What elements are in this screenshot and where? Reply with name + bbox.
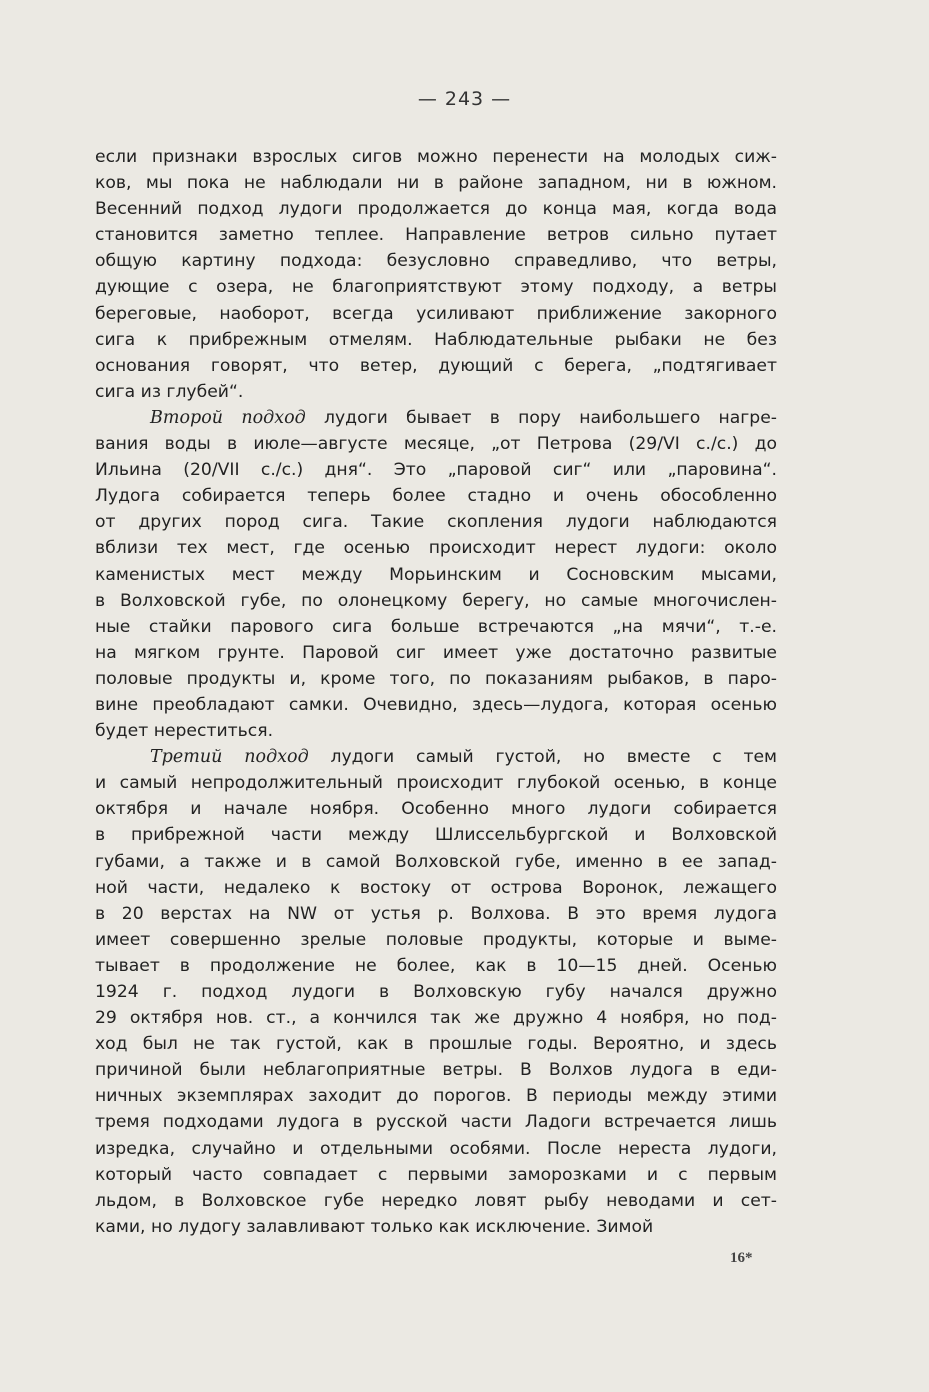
text-line: [95, 248, 777, 274]
line-text: октября и начале ноября. Особенно много лудоги собирается: [95, 799, 777, 820]
line-text: в прибрежной части между Шлиссельбургской и Волховской: [95, 825, 777, 846]
text-line: [95, 1109, 777, 1135]
body-text: [95, 144, 777, 1240]
text-line: [95, 379, 777, 405]
text-line: [95, 1188, 777, 1214]
text-line: [95, 509, 777, 535]
text-line: [95, 1136, 777, 1162]
line-text: становится заметно теплее. Направление ветров сильно путает: [95, 225, 777, 246]
line-text: причиной были неблагоприятные ветры. В Волхов лудога в еди-: [95, 1060, 777, 1081]
line-text: дующие с озера, не благоприятствуют этому подходу, а ветры: [95, 277, 777, 298]
line-text: ками, но лудогу залавливают только как исключение. Зимой: [95, 1216, 654, 1237]
line-text: ход был не так густой, как в прошлые годы. Вероятно, и здесь: [95, 1034, 777, 1055]
text-line: [95, 562, 777, 588]
line-text: лудоги самый густой, но вместе с тем: [308, 747, 778, 768]
text-line: [95, 770, 777, 796]
line-text: вания воды в июле—августе месяце, „от Петрова (29/VI с./с.) до: [95, 434, 777, 455]
text-line: [95, 614, 777, 640]
text-line: [95, 483, 777, 509]
line-text: ной части, недалеко к востоку от острова Воронок, лежащего: [95, 877, 777, 898]
text-line: [95, 927, 777, 953]
text-line: [95, 1162, 777, 1188]
line-text: 1924 г. подход лудоги в Волховскую губу начался дружно: [95, 982, 777, 1002]
line-text: на мягком грунте. Паровой сиг имеет уже достаточно развитые: [95, 642, 777, 663]
line-text: половые продукты и, кроме того, по показаниям рыбаков, в паро-: [95, 668, 777, 689]
text-line: [95, 457, 777, 483]
text-line: [95, 588, 777, 614]
line-text: изредка, случайно и отдельными особями. После нереста лудоги,: [95, 1138, 777, 1159]
text-line: [95, 1005, 777, 1031]
line-text: будет нереститься.: [95, 721, 274, 742]
line-text: в 20 верстах на NW от устья р. Волхова. В это время лудога: [95, 903, 777, 924]
text-line: [95, 822, 777, 848]
line-text: сига к прибрежным отмелям. Наблюдательные рыбаки не без: [95, 329, 777, 350]
text-line: [95, 849, 777, 875]
paragraph: [95, 144, 777, 405]
text-line: [95, 979, 777, 1005]
line-text: который часто совпадает с первыми заморозками и с первым: [95, 1164, 777, 1185]
line-text: лудоги бывает в пору наибольшего нагре-: [305, 407, 777, 428]
line-text: и самый непродолжительный происходит глубокой осенью, в конце: [95, 773, 777, 794]
line-text: тывает в продолжение не более, как в 10—15 дней. Осенью: [95, 955, 777, 976]
page-number: — 243 —: [417, 88, 512, 110]
line-text: вблизи тех мест, где осенью происходит нерест лудоги: около: [95, 538, 777, 559]
line-text: ков, мы пока не наблюдали ни в районе западном, ни в южном.: [95, 173, 777, 194]
line-text: если признаки взрослых сигов можно перенести на молодых сиж-: [95, 147, 777, 167]
text-line: [95, 953, 777, 979]
line-text: от других пород сига. Такие скопления лудоги наблюдаются: [95, 512, 777, 533]
line-text: Ильина (20/VII с./с.) дня“. Это „паровой сиг“ или „паровина“.: [95, 460, 777, 481]
line-text: Весенний подход лудоги продолжается до конца мая, когда вода: [95, 199, 777, 220]
text-line: [95, 301, 777, 327]
text-line: [95, 1214, 777, 1240]
text-line: [95, 144, 777, 170]
line-text: имеет совершенно зрелые половые продукты, которые и выме-: [95, 929, 777, 950]
line-text: ничных экземплярах заходит до порогов. В периоды между этими: [95, 1086, 777, 1107]
text-line: [95, 901, 777, 927]
text-line: [95, 274, 777, 300]
line-text: льдом, в Волховское губе нередко ловят рыбу неводами и сет-: [95, 1190, 777, 1211]
line-text: тремя подходами лудога в русской части Ладоги встречается лишь: [95, 1112, 777, 1133]
text-line: [95, 640, 777, 666]
line-text: береговые, наоборот, всегда усиливают приближение закорного: [95, 303, 777, 324]
line-text: общую картину подхода: безусловно справедливо, что ветры,: [95, 251, 777, 272]
text-line: [95, 1083, 777, 1109]
line-text: в Волховской губе, по олонецкому берегу, но самые многочислен-: [95, 590, 777, 611]
text-line: [95, 666, 777, 692]
printer-signature: 16*: [730, 1250, 753, 1266]
line-text: основания говорят, что ветер, дующий с берега, „подтягивает: [95, 355, 777, 376]
paragraph: [95, 744, 777, 1240]
text-line: [95, 535, 777, 561]
text-line: [95, 327, 777, 353]
italic-heading: Третий подход: [150, 747, 309, 768]
line-text: каменистых мест между Морьинским и Сосновским мысами,: [95, 564, 777, 585]
paragraph: [95, 405, 777, 744]
line-text: ные стайки парового сига больше встречаются „на мячи“, т.-е.: [95, 616, 777, 637]
line-text: губами, а также и в самой Волховской губе, именно в ее запад-: [95, 851, 777, 872]
line-text: 29 октября нов. ст., а кончился так же дружно 4 ноября, но под-: [95, 1008, 777, 1029]
text-line: [95, 1031, 777, 1057]
italic-heading: Второй подход: [150, 407, 306, 428]
text-line: [95, 692, 777, 718]
line-text: Лудога собирается теперь более стадно и очень обособленно: [95, 486, 777, 507]
text-line: [95, 796, 777, 822]
text-line: [95, 744, 777, 770]
text-line: [95, 1057, 777, 1083]
text-line: [95, 170, 777, 196]
text-line: [95, 875, 777, 901]
text-line: [95, 405, 777, 431]
line-text: вине преобладают самки. Очевидно, здесь—лудога, которая осенью: [95, 694, 777, 715]
text-line: [95, 222, 777, 248]
text-line: [95, 431, 777, 457]
text-line: [95, 196, 777, 222]
text-line: [95, 353, 777, 379]
line-text: сига из глубей“.: [95, 381, 244, 402]
text-line: [95, 718, 777, 744]
